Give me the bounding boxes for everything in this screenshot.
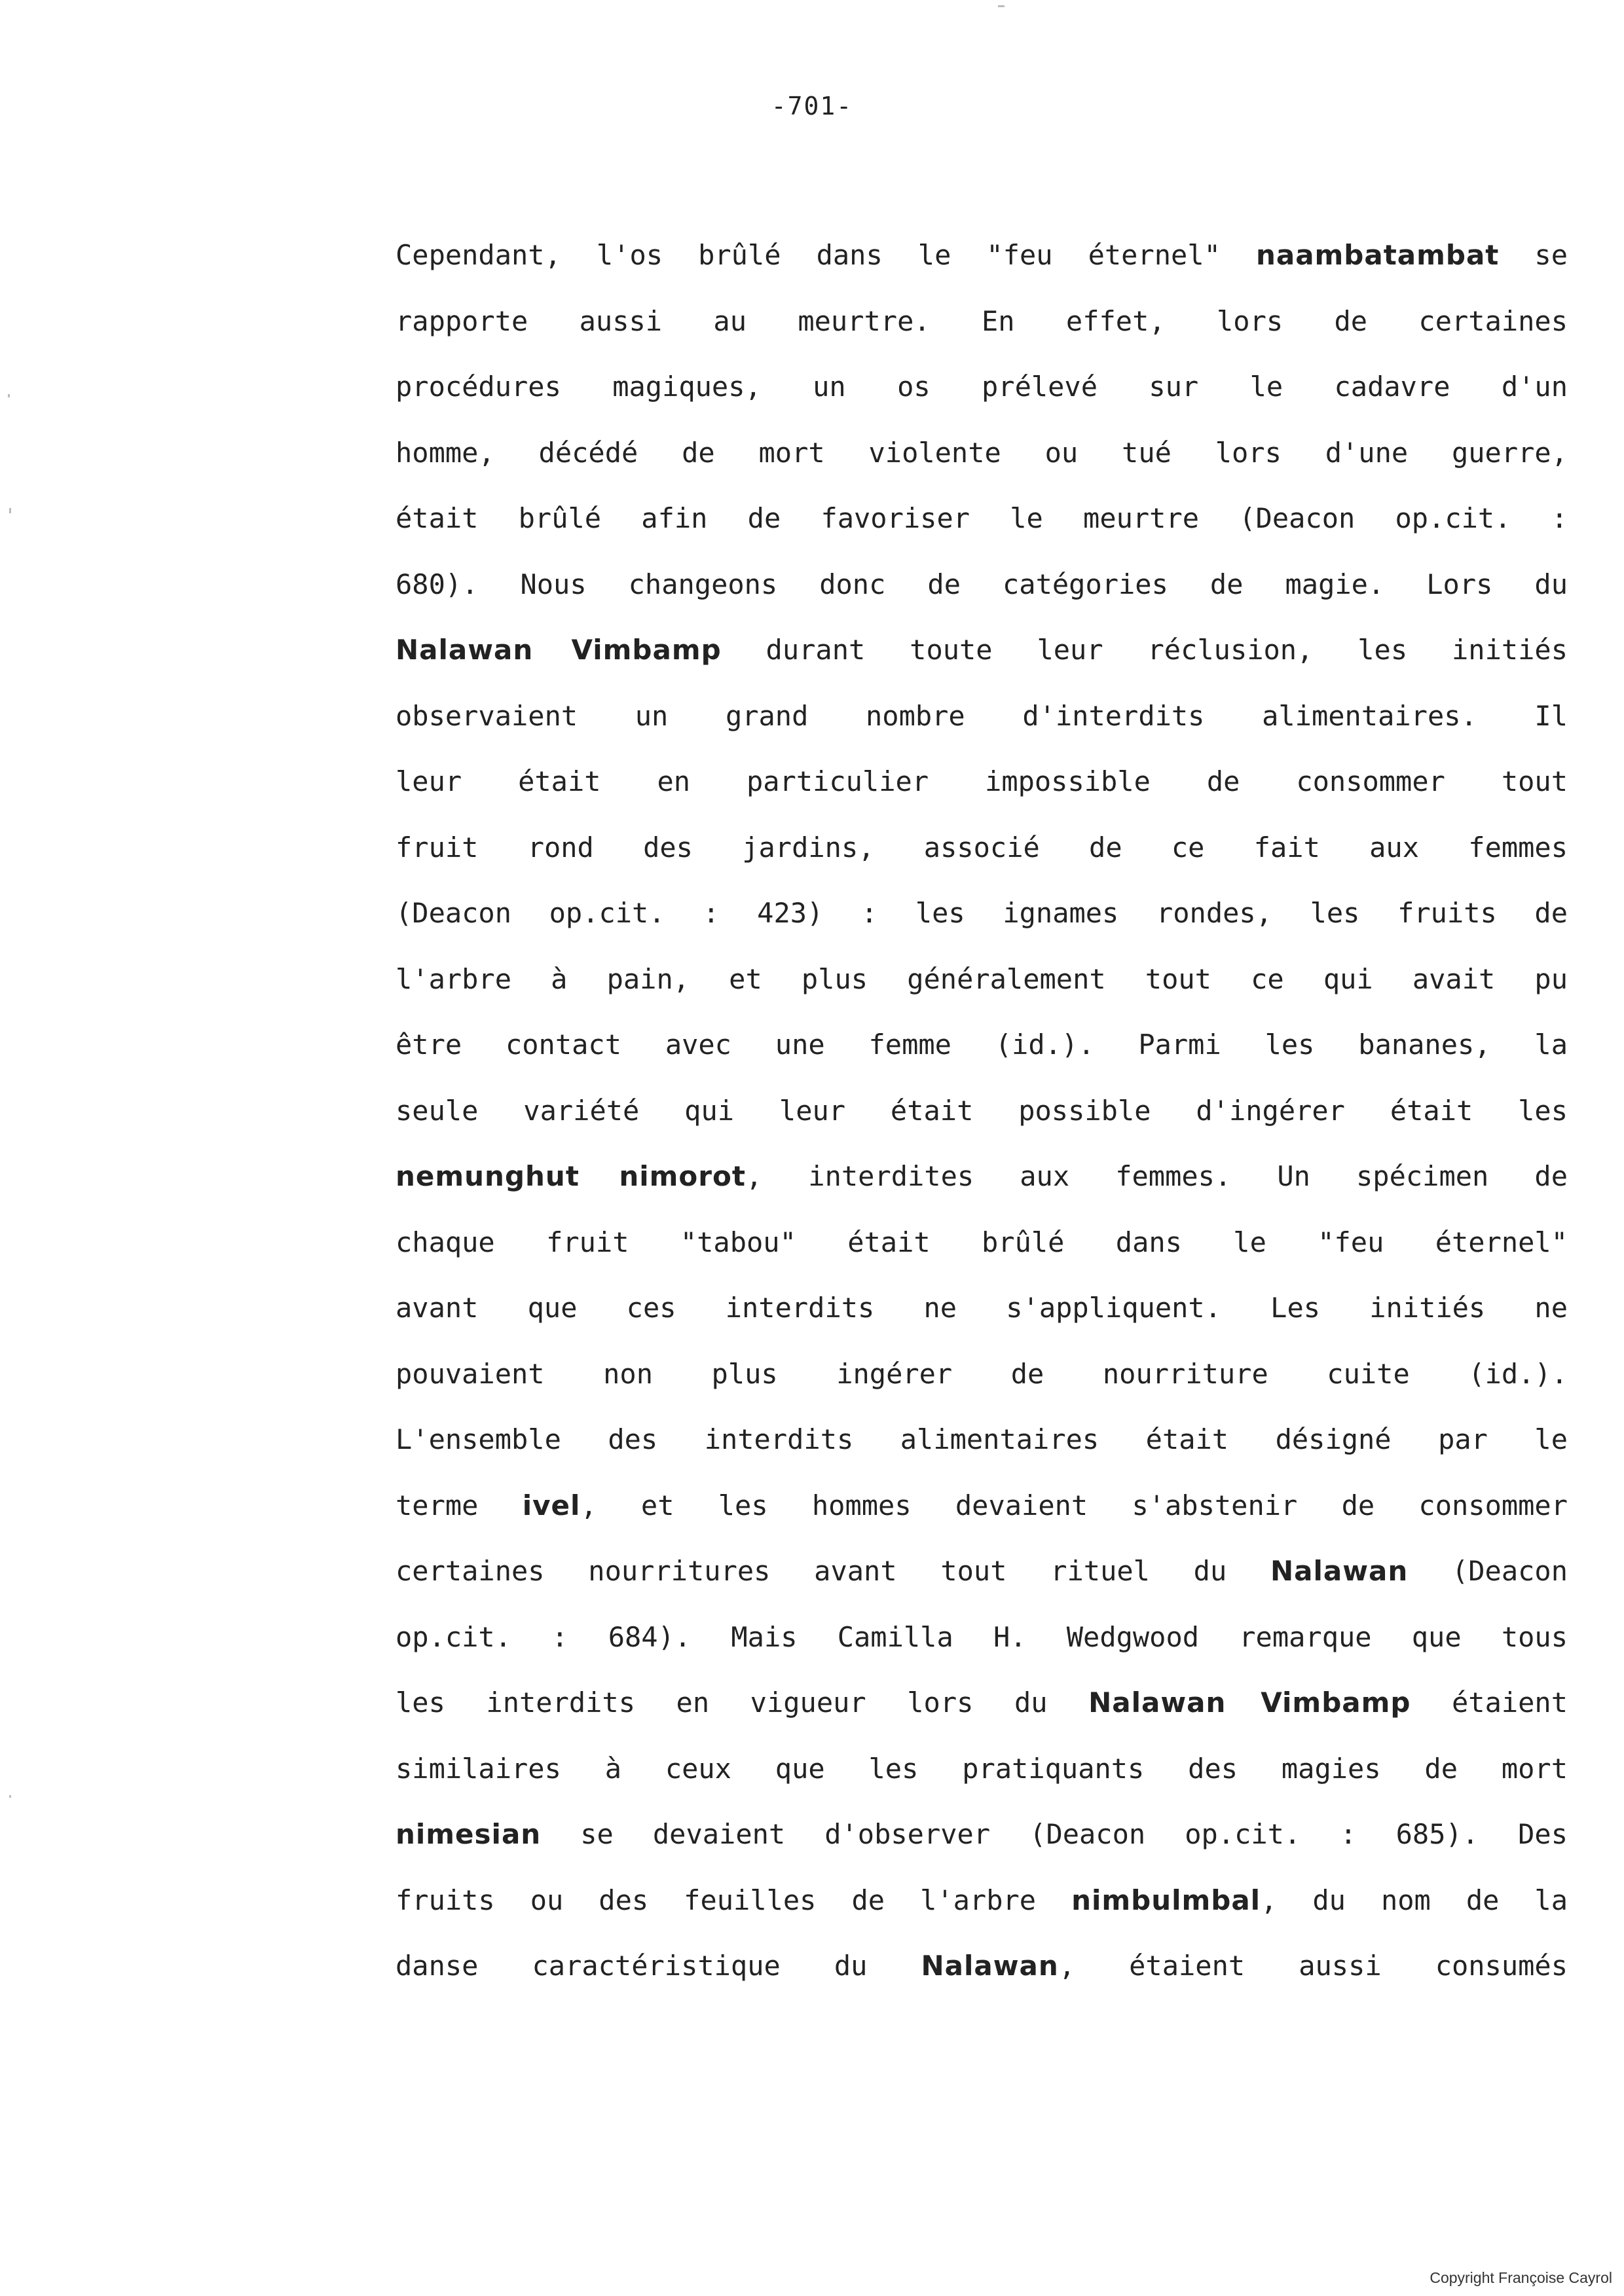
text-run: fruit rond des jardins, associé de ce fait aux femmes [396, 831, 1568, 864]
copyright-notice: Copyright Françoise Cayrol [1430, 2269, 1612, 2286]
scan-speck [8, 394, 10, 397]
text-run: , et les hommes devaient s'abstenir de consommer [580, 1489, 1568, 1522]
text-run: les interdits en vigueur lors du [396, 1686, 1089, 1719]
bold-text: nimesian [396, 1818, 542, 1850]
text-line [396, 815, 1568, 881]
text-line [396, 354, 1568, 420]
text-line [396, 1933, 1568, 1999]
body-text [396, 223, 1568, 1999]
text-run: rapporte aussi au meurtre. En effet, lors de certaines [396, 304, 1568, 337]
text-run: Cependant, l'os brûlé dans le "feu éternel" [396, 239, 1256, 271]
text-run: leur était en particulier impossible de consommer tout [396, 765, 1568, 797]
text-run: se [1499, 239, 1568, 271]
text-line [396, 749, 1568, 815]
text-run: observaient un grand nombre d'interdits alimentaires. Il [396, 699, 1568, 732]
bold-text: nimbulmbal [1071, 1884, 1261, 1916]
text-line [396, 1736, 1568, 1802]
bold-text: Nalawan [921, 1950, 1059, 1982]
emphasized-term [396, 1818, 541, 1850]
text-line [396, 1868, 1568, 1934]
text-line [396, 1078, 1568, 1144]
text-run: seule variété qui leur était possible d'ingérer était les [396, 1094, 1568, 1127]
text-line [396, 552, 1568, 618]
text-run: se devaient d'observer (Deacon op.cit. : 685). Des [541, 1818, 1568, 1850]
text-line [396, 947, 1568, 1013]
text-run: terme [396, 1489, 523, 1522]
text-run: , étaient aussi consumés [1058, 1950, 1568, 1982]
text-line [396, 683, 1568, 750]
text-run: pouvaient non plus ingérer de nourriture cuite (id.). [396, 1357, 1568, 1390]
text-run: être contact avec une femme (id.). Parmi les bananes, la [396, 1029, 1568, 1061]
text-run: , du nom de la [1261, 1884, 1568, 1916]
text-line [396, 1539, 1568, 1605]
scan-speck [9, 1795, 11, 1798]
text-run: op.cit. : 684). Mais Camilla H. Wedgwood remarque que tous [396, 1620, 1568, 1653]
text-line [396, 1144, 1568, 1210]
text-line [396, 223, 1568, 289]
scan-speck [9, 508, 11, 513]
text-run: 680). Nous changeons donc de catégories de magie. Lors du [396, 568, 1568, 600]
text-line [396, 881, 1568, 947]
emphasized-term [1256, 239, 1499, 271]
bold-text: Nalawan [1270, 1555, 1409, 1587]
text-line [396, 1012, 1568, 1078]
emphasized-term [396, 1160, 746, 1192]
text-run: (Deacon op.cit. : 423) : les ignames rondes, les fruits de [396, 897, 1568, 929]
bold-text: nemunghut nimorot [396, 1160, 746, 1192]
text-run: certaines nourritures avant tout rituel du [396, 1555, 1270, 1587]
text-run: procédures magiques, un os prélevé sur le cadavre d'un [396, 371, 1568, 403]
emphasized-term [1270, 1555, 1408, 1587]
text-line [396, 1473, 1568, 1539]
emphasized-term [1071, 1884, 1261, 1916]
scan-speck [998, 5, 1005, 7]
text-line [396, 1605, 1568, 1671]
text-run: danse caractéristique du [396, 1950, 921, 1982]
text-line [396, 1275, 1568, 1341]
text-run: , interdites aux femmes. Un spécimen de [745, 1160, 1568, 1192]
emphasized-term [523, 1489, 581, 1522]
text-line [396, 289, 1568, 355]
text-line [396, 1802, 1568, 1868]
emphasized-term [1088, 1686, 1411, 1719]
text-line [396, 1210, 1568, 1276]
text-run: L'ensemble des interdits alimentaires était désigné par le [396, 1423, 1568, 1455]
text-line [396, 1341, 1568, 1408]
page-number: -701- [771, 92, 853, 120]
text-run: étaient [1411, 1686, 1568, 1719]
text-run: chaque fruit "tabou" était brûlé dans le "feu éternel" [396, 1226, 1568, 1258]
bold-text: naambatambat [1255, 239, 1500, 271]
text-run: l'arbre à pain, et plus généralement tout ce qui avait pu [396, 962, 1568, 995]
text-run: (Deacon [1408, 1555, 1568, 1587]
text-line [396, 420, 1568, 486]
text-run: était brûlé afin de favoriser le meurtre (Deacon op.cit. : [396, 502, 1568, 534]
emphasized-term [396, 634, 722, 666]
bold-text: Nalawan Vimbamp [396, 634, 722, 666]
text-line [396, 617, 1568, 683]
text-line [396, 486, 1568, 552]
text-run: homme, décédé de mort violente ou tué lors d'une guerre, [396, 436, 1568, 469]
text-run: similaires à ceux que les pratiquants des magies de mort [396, 1752, 1568, 1785]
text-line [396, 1670, 1568, 1736]
text-line [396, 1407, 1568, 1473]
text-run: avant que ces interdits ne s'appliquent. Les initiés ne [396, 1292, 1568, 1324]
bold-text: ivel [522, 1489, 581, 1522]
emphasized-term [921, 1950, 1059, 1982]
text-run: fruits ou des feuilles de l'arbre [396, 1884, 1072, 1916]
text-run: durant toute leur réclusion, les initiés [721, 634, 1568, 666]
bold-text: Nalawan Vimbamp [1088, 1686, 1411, 1719]
